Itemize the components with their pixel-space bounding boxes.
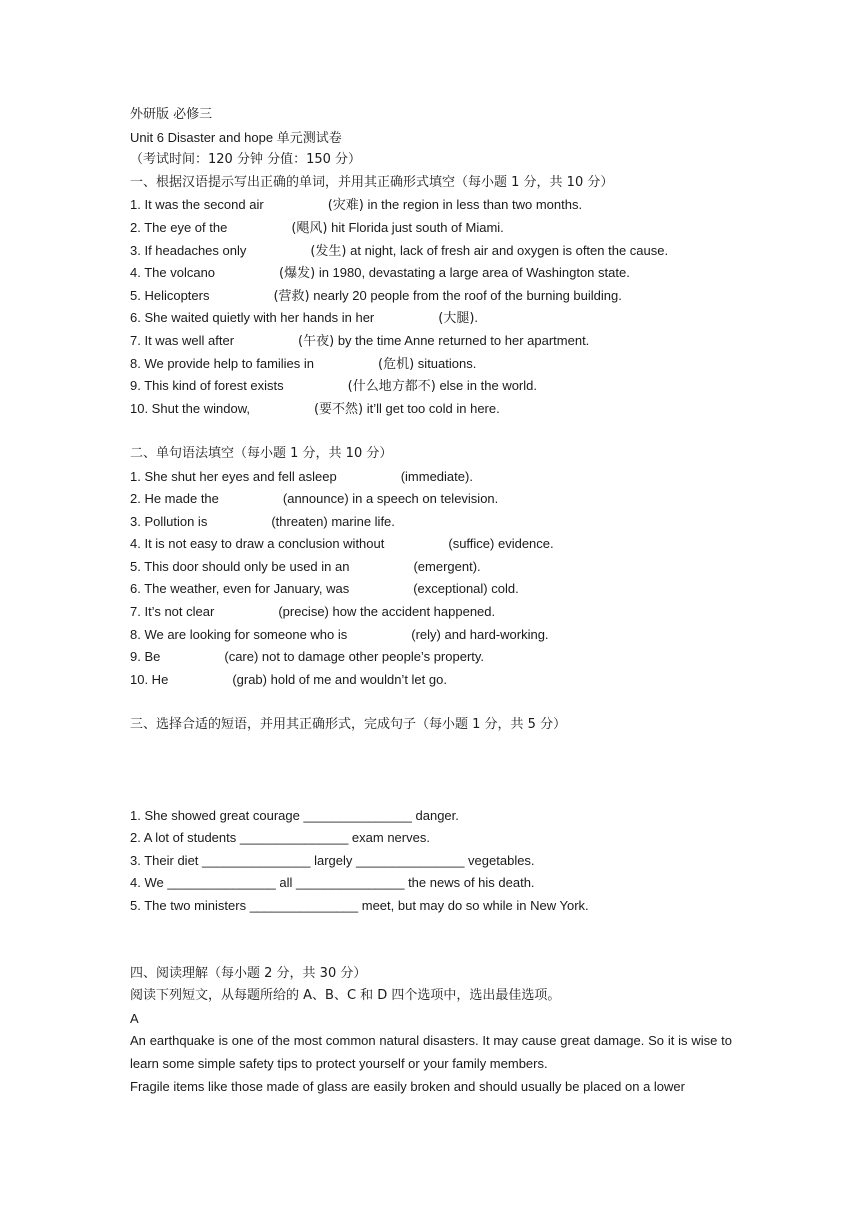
list-item: 10. Shut the window, (要不然) it’ll get too cold in here. [130, 400, 500, 417]
section2-list [130, 466, 740, 692]
spacer [130, 420, 740, 443]
passage-paragraph: An earthquake is one of the most common natural disasters. It may cause great damage. So it is wise to learn some simple safety tips to protect yourself or your family members. [130, 1033, 732, 1071]
section2-title: 二、单句语法填空（每小题 1 分，共 10 分） [130, 445, 393, 461]
list-item: 8. We provide help to families in (危机) situations. [130, 355, 477, 372]
list-item: 4. It is not easy to draw a conclusion without (suffice) evidence. [130, 536, 554, 552]
spacer [130, 691, 740, 714]
list-item: 1. She shut her eyes and fell asleep (immediate). [130, 468, 473, 484]
list-item: 2. He made the (announce) in a speech on television. [130, 491, 499, 507]
list-item: 3. Pollution is (threaten) marine life. [130, 513, 395, 529]
list-item: 8. We are looking for someone who is (rely) and hard-working. [130, 626, 549, 642]
list-item: 5. The two ministers _______________ meet, but may do so while in New York. [130, 898, 589, 913]
exam-info: （考试时间：120 分钟 分值：150 分） [130, 152, 362, 168]
section4-instruction: 阅读下列短文，从每题所给的 A、B、C 和 D 四个选项中，选出最佳选项。 [130, 988, 561, 1004]
list-item: 5. This door should only be used in an (emergent). [130, 558, 481, 574]
list-item: 5. Helicopters (营救) nearly 20 people from the roof of the burning building. [130, 287, 622, 304]
unit-title: Unit 6 Disaster and hope 单元测试卷 [130, 129, 342, 145]
list-item: 6. She waited quietly with her hands in her (大腿). [130, 310, 479, 327]
document-content [130, 104, 740, 1098]
list-item: 1. It was the second air (灾难) in the region in less than two months. [130, 197, 583, 214]
edition-label: 外研版 必修三 [130, 107, 213, 122]
list-item: 7. It’s not clear (precise) how the accident happened. [130, 604, 496, 620]
list-item: 1. She showed great courage _______________ danger. [130, 807, 459, 823]
list-item: 9. Be (care) not to damage other people’s property. [130, 649, 485, 665]
list-item: 3. If headaches only (发生) at night, lack of fresh air and oxygen is often the cause. [130, 242, 669, 259]
list-item: 4. We _______________ all _______________ the news of his death. [130, 875, 535, 891]
passage-label: A [130, 1010, 139, 1026]
list-item: 6. The weather, even for January, was (exceptional) cold. [130, 581, 519, 597]
list-item: 7. It was well after (午夜) by the time Anne returned to her apartment. [130, 332, 590, 349]
section1-title: 一、根据汉语提示写出正确的单词，并用其正确形式填空（每小题 1 分，共 10 分） [130, 174, 614, 190]
list-item: 2. The eye of the (飓风) hit Florida just south of Miami. [130, 219, 504, 236]
passage-paragraph: Fragile items like those made of glass are easily broken and should usually be placed on a lower [130, 1078, 685, 1094]
section3-list [130, 805, 740, 918]
section1-list [130, 194, 740, 420]
list-item: 2. A lot of students _______________ exam nerves. [130, 830, 430, 846]
list-item: 3. Their diet _______________ largely _______________ vegetables. [130, 852, 535, 868]
list-item: 10. He (grab) hold of me and wouldn’t let go. [130, 671, 447, 687]
spacer [130, 918, 740, 963]
section3-title: 三、选择合适的短语，并用其正确形式，完成句子（每小题 1 分，共 5 分） [130, 717, 567, 733]
phrase-box-area [130, 737, 740, 805]
list-item: 4. The volcano (爆发) in 1980, devastating a large area of Washington state. [130, 265, 630, 282]
section4-title: 四、阅读理解（每小题 2 分，共 30 分） [130, 965, 367, 981]
list-item: 9. This kind of forest exists (什么地方都不) else in the world. [130, 378, 537, 395]
